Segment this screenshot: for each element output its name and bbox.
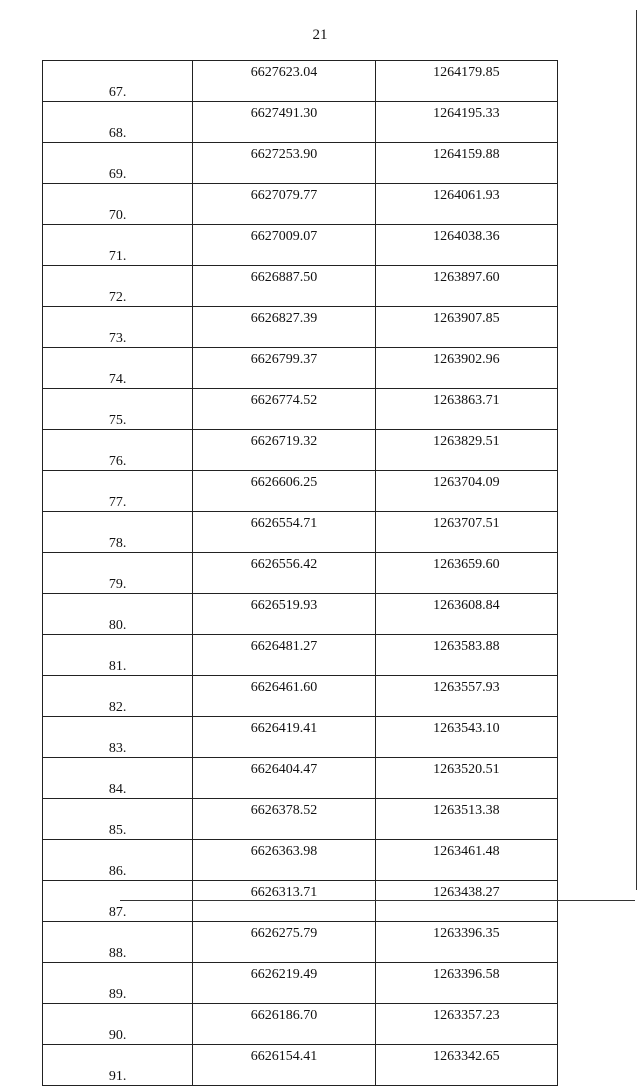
table-row bbox=[43, 184, 558, 225]
table-row bbox=[43, 266, 558, 307]
x-coordinate-cell: 6627491.30 bbox=[193, 102, 375, 143]
y-coordinate-cell: 1263557.93 bbox=[375, 676, 557, 717]
x-coordinate-cell: 6626556.42 bbox=[193, 553, 375, 594]
y-coordinate-cell: 1263357.23 bbox=[375, 1004, 557, 1045]
x-coordinate-cell: 6626774.52 bbox=[193, 389, 375, 430]
table-row bbox=[43, 635, 558, 676]
point-number-cell: 70. bbox=[43, 184, 193, 225]
y-coordinate-cell: 1263513.38 bbox=[375, 799, 557, 840]
coordinates-table-body bbox=[43, 61, 558, 1086]
y-coordinate-cell: 1263897.60 bbox=[375, 266, 557, 307]
table-row bbox=[43, 553, 558, 594]
point-number-cell: 78. bbox=[43, 512, 193, 553]
x-coordinate-cell: 6626606.25 bbox=[193, 471, 375, 512]
x-coordinate-cell: 6626554.71 bbox=[193, 512, 375, 553]
point-number-cell: 80. bbox=[43, 594, 193, 635]
point-number-cell: 83. bbox=[43, 717, 193, 758]
point-number-cell: 68. bbox=[43, 102, 193, 143]
y-coordinate-cell: 1263520.51 bbox=[375, 758, 557, 799]
bottom-page-edge bbox=[120, 900, 635, 901]
right-page-edge bbox=[636, 10, 637, 890]
x-coordinate-cell: 6626313.71 bbox=[193, 881, 375, 922]
x-coordinate-cell: 6626719.32 bbox=[193, 430, 375, 471]
point-number-cell: 69. bbox=[43, 143, 193, 184]
point-number-cell: 81. bbox=[43, 635, 193, 676]
table-row bbox=[43, 717, 558, 758]
point-number-cell: 79. bbox=[43, 553, 193, 594]
table-row bbox=[43, 1045, 558, 1086]
table-row bbox=[43, 389, 558, 430]
table-row bbox=[43, 512, 558, 553]
point-number-cell: 71. bbox=[43, 225, 193, 266]
x-coordinate-cell: 6627009.07 bbox=[193, 225, 375, 266]
point-number-cell: 86. bbox=[43, 840, 193, 881]
point-number-cell: 87. bbox=[43, 881, 193, 922]
table-row bbox=[43, 881, 558, 922]
point-number-cell: 77. bbox=[43, 471, 193, 512]
y-coordinate-cell: 1263902.96 bbox=[375, 348, 557, 389]
y-coordinate-cell: 1263543.10 bbox=[375, 717, 557, 758]
x-coordinate-cell: 6626481.27 bbox=[193, 635, 375, 676]
point-number-cell: 67. bbox=[43, 61, 193, 102]
x-coordinate-cell: 6626186.70 bbox=[193, 1004, 375, 1045]
table-row bbox=[43, 1004, 558, 1045]
table-row bbox=[43, 348, 558, 389]
table-row bbox=[43, 676, 558, 717]
point-number-cell: 91. bbox=[43, 1045, 193, 1086]
table-row bbox=[43, 102, 558, 143]
point-number-cell: 88. bbox=[43, 922, 193, 963]
y-coordinate-cell: 1263396.58 bbox=[375, 963, 557, 1004]
y-coordinate-cell: 1263461.48 bbox=[375, 840, 557, 881]
x-coordinate-cell: 6626378.52 bbox=[193, 799, 375, 840]
y-coordinate-cell: 1263829.51 bbox=[375, 430, 557, 471]
y-coordinate-cell: 1263438.27 bbox=[375, 881, 557, 922]
coordinates-table bbox=[42, 60, 558, 1086]
point-number-cell: 76. bbox=[43, 430, 193, 471]
y-coordinate-cell: 1263342.65 bbox=[375, 1045, 557, 1086]
x-coordinate-cell: 6626519.93 bbox=[193, 594, 375, 635]
table-row bbox=[43, 594, 558, 635]
y-coordinate-cell: 1263863.71 bbox=[375, 389, 557, 430]
point-number-cell: 84. bbox=[43, 758, 193, 799]
table-row bbox=[43, 922, 558, 963]
y-coordinate-cell: 1264195.33 bbox=[375, 102, 557, 143]
x-coordinate-cell: 6626363.98 bbox=[193, 840, 375, 881]
y-coordinate-cell: 1263396.35 bbox=[375, 922, 557, 963]
point-number-cell: 75. bbox=[43, 389, 193, 430]
point-number-cell: 85. bbox=[43, 799, 193, 840]
y-coordinate-cell: 1264179.85 bbox=[375, 61, 557, 102]
y-coordinate-cell: 1264061.93 bbox=[375, 184, 557, 225]
table-row bbox=[43, 471, 558, 512]
x-coordinate-cell: 6626799.37 bbox=[193, 348, 375, 389]
table-row bbox=[43, 61, 558, 102]
x-coordinate-cell: 6626275.79 bbox=[193, 922, 375, 963]
y-coordinate-cell: 1263583.88 bbox=[375, 635, 557, 676]
point-number-cell: 90. bbox=[43, 1004, 193, 1045]
y-coordinate-cell: 1263704.09 bbox=[375, 471, 557, 512]
table-row bbox=[43, 225, 558, 266]
x-coordinate-cell: 6626887.50 bbox=[193, 266, 375, 307]
y-coordinate-cell: 1264159.88 bbox=[375, 143, 557, 184]
y-coordinate-cell: 1263608.84 bbox=[375, 594, 557, 635]
x-coordinate-cell: 6627253.90 bbox=[193, 143, 375, 184]
table-row bbox=[43, 799, 558, 840]
x-coordinate-cell: 6627079.77 bbox=[193, 184, 375, 225]
x-coordinate-cell: 6626404.47 bbox=[193, 758, 375, 799]
table-row bbox=[43, 963, 558, 1004]
point-number-cell: 72. bbox=[43, 266, 193, 307]
x-coordinate-cell: 6626461.60 bbox=[193, 676, 375, 717]
table-row bbox=[43, 143, 558, 184]
point-number-cell: 89. bbox=[43, 963, 193, 1004]
y-coordinate-cell: 1263907.85 bbox=[375, 307, 557, 348]
page-number: 21 bbox=[312, 27, 328, 43]
point-number-cell: 74. bbox=[43, 348, 193, 389]
x-coordinate-cell: 6626219.49 bbox=[193, 963, 375, 1004]
x-coordinate-cell: 6626827.39 bbox=[193, 307, 375, 348]
point-number-cell: 82. bbox=[43, 676, 193, 717]
table-row bbox=[43, 840, 558, 881]
table-row bbox=[43, 430, 558, 471]
x-coordinate-cell: 6627623.04 bbox=[193, 61, 375, 102]
point-number-cell: 73. bbox=[43, 307, 193, 348]
table-row bbox=[43, 307, 558, 348]
y-coordinate-cell: 1263659.60 bbox=[375, 553, 557, 594]
x-coordinate-cell: 6626154.41 bbox=[193, 1045, 375, 1086]
x-coordinate-cell: 6626419.41 bbox=[193, 717, 375, 758]
y-coordinate-cell: 1263707.51 bbox=[375, 512, 557, 553]
y-coordinate-cell: 1264038.36 bbox=[375, 225, 557, 266]
table-row bbox=[43, 758, 558, 799]
